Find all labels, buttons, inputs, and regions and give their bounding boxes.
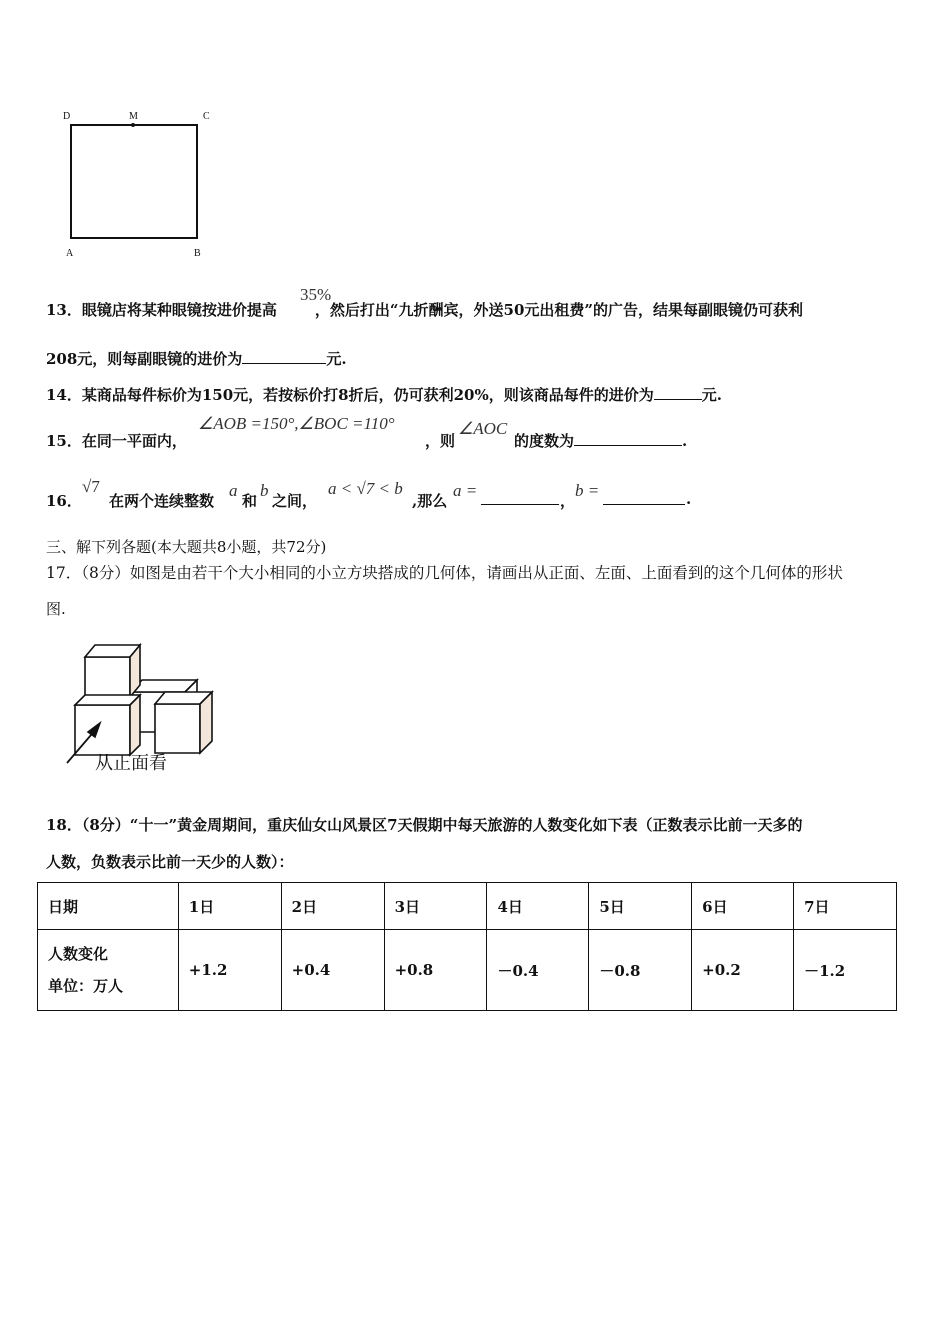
q15-end: . — [682, 432, 688, 450]
row-label-cell — [38, 930, 179, 1011]
label-b: B — [194, 248, 201, 259]
square-figure — [60, 110, 220, 265]
q15-text-b: ，则 — [425, 432, 456, 450]
q16-a-eq: a = — [453, 481, 478, 500]
row-label-1: 人数变化 — [48, 945, 109, 963]
q13-answer-blank[interactable] — [242, 349, 326, 364]
header-cell: 3日 — [384, 883, 487, 930]
q14-text-b: 元. — [701, 386, 722, 404]
value-cell: －1.2 — [794, 930, 897, 1011]
row-label-2: 单位：万人 — [48, 977, 124, 995]
q18-line1: 18．（8分）“十一”黄金周期间，重庆仙女山风景区7天假期中每天旅游的人数变化如下表（正数表示比前一天多的 — [46, 816, 803, 834]
label-a: A — [66, 248, 74, 259]
point-m — [131, 123, 135, 127]
q16-a-blank[interactable] — [481, 490, 559, 505]
header-cell: 2日 — [281, 883, 384, 930]
header-cell: 4日 — [487, 883, 589, 930]
q16-sqrt: √7 — [82, 477, 100, 496]
q15-line — [514, 430, 687, 451]
tourist-change-table — [37, 882, 897, 1011]
cube-front-right — [155, 704, 200, 753]
q13-text-c: 208元，则每副眼镜的进价为 — [46, 350, 243, 368]
q13-line2 — [46, 348, 347, 369]
label-m: M — [129, 111, 138, 122]
q16-inequality: a < √7 < b — [328, 479, 403, 498]
q13-text-d: 元. — [326, 350, 347, 368]
q16-t1: 在两个连续整数 — [109, 492, 215, 510]
q13-percent: 35% — [300, 285, 332, 304]
q16-b-blank[interactable] — [603, 490, 685, 505]
value-cell: +1.2 — [178, 930, 281, 1011]
q14-answer-blank[interactable] — [654, 385, 702, 400]
q14 — [46, 384, 722, 405]
table-header-row — [38, 883, 897, 930]
header-cell: 7日 — [794, 883, 897, 930]
value-cell: －0.4 — [487, 930, 589, 1011]
header-cell: 1日 — [178, 883, 281, 930]
value-cell: +0.4 — [281, 930, 384, 1011]
q16-t4: ,那么 — [412, 492, 448, 510]
q15-text-a: 15．在同一平面内， — [46, 432, 187, 450]
q16-num: 16． — [46, 492, 82, 510]
q13-line1 — [46, 299, 803, 320]
cube-figure — [55, 640, 235, 765]
cube-front-left — [75, 705, 130, 755]
value-cell: －0.8 — [589, 930, 692, 1011]
table-row — [38, 930, 897, 1011]
figure-caption: 从正面看 — [95, 753, 167, 774]
q14-text-a: 14．某商品每件标价为150元，若按标价打8折后，仍可获利20%，则该商品每件的进价为 — [46, 386, 654, 404]
q17-line1: 17．（8分）如图是由若干个大小相同的小立方块搭成的几何体，请画出从正面、左面、上面看到的这个几何体的形状 — [46, 564, 843, 582]
q16-t3: 之间， — [272, 492, 318, 510]
q18-line2: 人数，负数表示比前一天少的人数）： — [46, 853, 294, 871]
q13-text-a: 13．眼镜店将某种眼镜按进价提高 — [46, 301, 277, 319]
q13-text-b: ，然后打出“九折酬宾，外送50元出租费”的广告，结果每副眼镜仍可获利 — [314, 301, 804, 319]
header-cell: 6日 — [692, 883, 794, 930]
q15-math-angles: ∠AOB =150°,∠BOC =110° — [198, 414, 395, 433]
q16-b-eq: b = — [575, 481, 600, 500]
q16-t2: 和 — [242, 492, 258, 510]
q15-math-aoc: ∠AOC — [458, 419, 508, 438]
value-cell: +0.2 — [692, 930, 794, 1011]
q16-b: b — [260, 481, 269, 500]
q16-a: a — [229, 481, 238, 500]
q16-comma: ， — [560, 492, 576, 510]
square-abcd — [71, 125, 197, 238]
q16-end: . — [686, 490, 692, 508]
label-c: C — [203, 111, 210, 122]
header-cell: 日期 — [38, 883, 179, 930]
value-cell: +0.8 — [384, 930, 487, 1011]
header-cell: 5日 — [589, 883, 692, 930]
q15-answer-blank[interactable] — [574, 431, 682, 446]
q17-line2: 图. — [46, 600, 66, 618]
section3-title: 三、解下列各题(本大题共8小题，共72分) — [46, 538, 327, 556]
q15-text-c: 的度数为 — [514, 432, 575, 450]
cube-top — [85, 657, 130, 697]
label-d: D — [63, 111, 71, 122]
